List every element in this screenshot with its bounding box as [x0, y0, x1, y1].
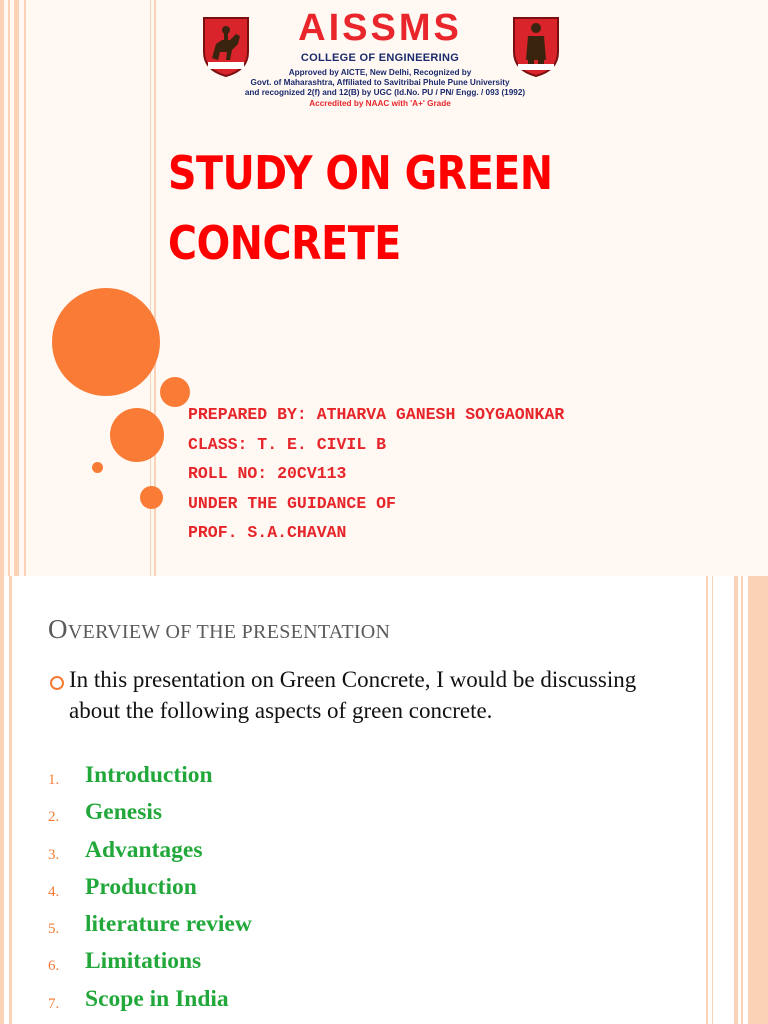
- decorative-circle: [110, 408, 164, 462]
- slide-title-rest: VERVIEW OF THE PRESENTATION: [67, 621, 391, 643]
- overview-slide: [0, 576, 768, 1024]
- prepared-by-text: PREPARED BY: ATHARVA GANESH SOYGAONKAR: [188, 405, 565, 424]
- presenter-info: [188, 400, 564, 548]
- list-number: 3.: [48, 846, 60, 863]
- left-stripe: [8, 0, 10, 576]
- list-item-text: Genesis: [85, 799, 163, 826]
- right-stripe: [741, 576, 743, 1024]
- right-stripe: [712, 576, 713, 1024]
- list-number: 1.: [48, 772, 60, 788]
- list-number: 2.: [48, 809, 60, 826]
- list-item-text: Production: [85, 873, 197, 900]
- right-stripe: [706, 576, 708, 1024]
- left-stripe: [24, 0, 26, 576]
- college-logo-name: AISSMS: [298, 7, 462, 49]
- approval-text: Approved by AICTE, New Delhi, Recognized by: [288, 68, 472, 77]
- right-stripe: [748, 576, 768, 1024]
- list-item-text: Scope in India: [85, 985, 229, 1012]
- left-stripe: [9, 576, 12, 1024]
- list-item-text: Introduction: [85, 762, 213, 788]
- list-item-text: Limitations: [85, 948, 202, 975]
- college-header: [200, 6, 560, 116]
- accreditation-text: Accredited by NAAC with 'A+' Grade: [309, 99, 451, 108]
- list-number: 7.: [48, 995, 60, 1012]
- slide-title-initial: O: [48, 614, 68, 644]
- guidance-text: UNDER THE GUIDANCE OF: [188, 493, 396, 513]
- title-line-2: CONCRETE: [168, 216, 401, 270]
- roll-no-text: ROLL NO: 20CV113: [188, 464, 347, 483]
- decorative-circle-large: [52, 288, 160, 396]
- presentation-title: [168, 138, 650, 278]
- right-stripe: [734, 576, 738, 1024]
- slide-title: [48, 614, 390, 645]
- list-number: 4.: [48, 883, 60, 900]
- circle-bullet-icon: [50, 676, 64, 690]
- decorative-circle-small: [92, 462, 103, 473]
- left-stripe: [0, 0, 4, 576]
- left-stripe: [0, 576, 4, 1024]
- college-subtitle: COLLEGE OF ENGINEERING: [300, 52, 460, 64]
- class-text: CLASS: T. E. CIVIL B: [188, 434, 387, 454]
- list-item-text: Advantages: [85, 836, 203, 863]
- ugc-recognition-text: and recognized 2(f) and 12(B) by UGC (Id.No. PU / PN/ Engg. / 093 (1992): [244, 88, 526, 97]
- affiliation-text: Govt. of Maharashtra, Affiliated to Savitribai Phule Pune University: [250, 78, 510, 87]
- decorative-circle: [160, 377, 190, 407]
- list-number: 5.: [48, 921, 60, 938]
- guide-name-text: PROF. S.A.CHAVAN: [188, 523, 347, 542]
- list-number: 6.: [48, 958, 60, 975]
- list-item-text: literature review: [85, 911, 252, 938]
- title-line-1: STUDY ON GREEN: [168, 146, 553, 200]
- decorative-circle: [140, 486, 163, 509]
- intro-paragraph: In this presentation on Green Concrete, I would be discussing about the following aspects of green concrete.: [69, 667, 637, 723]
- left-stripe: [14, 0, 19, 576]
